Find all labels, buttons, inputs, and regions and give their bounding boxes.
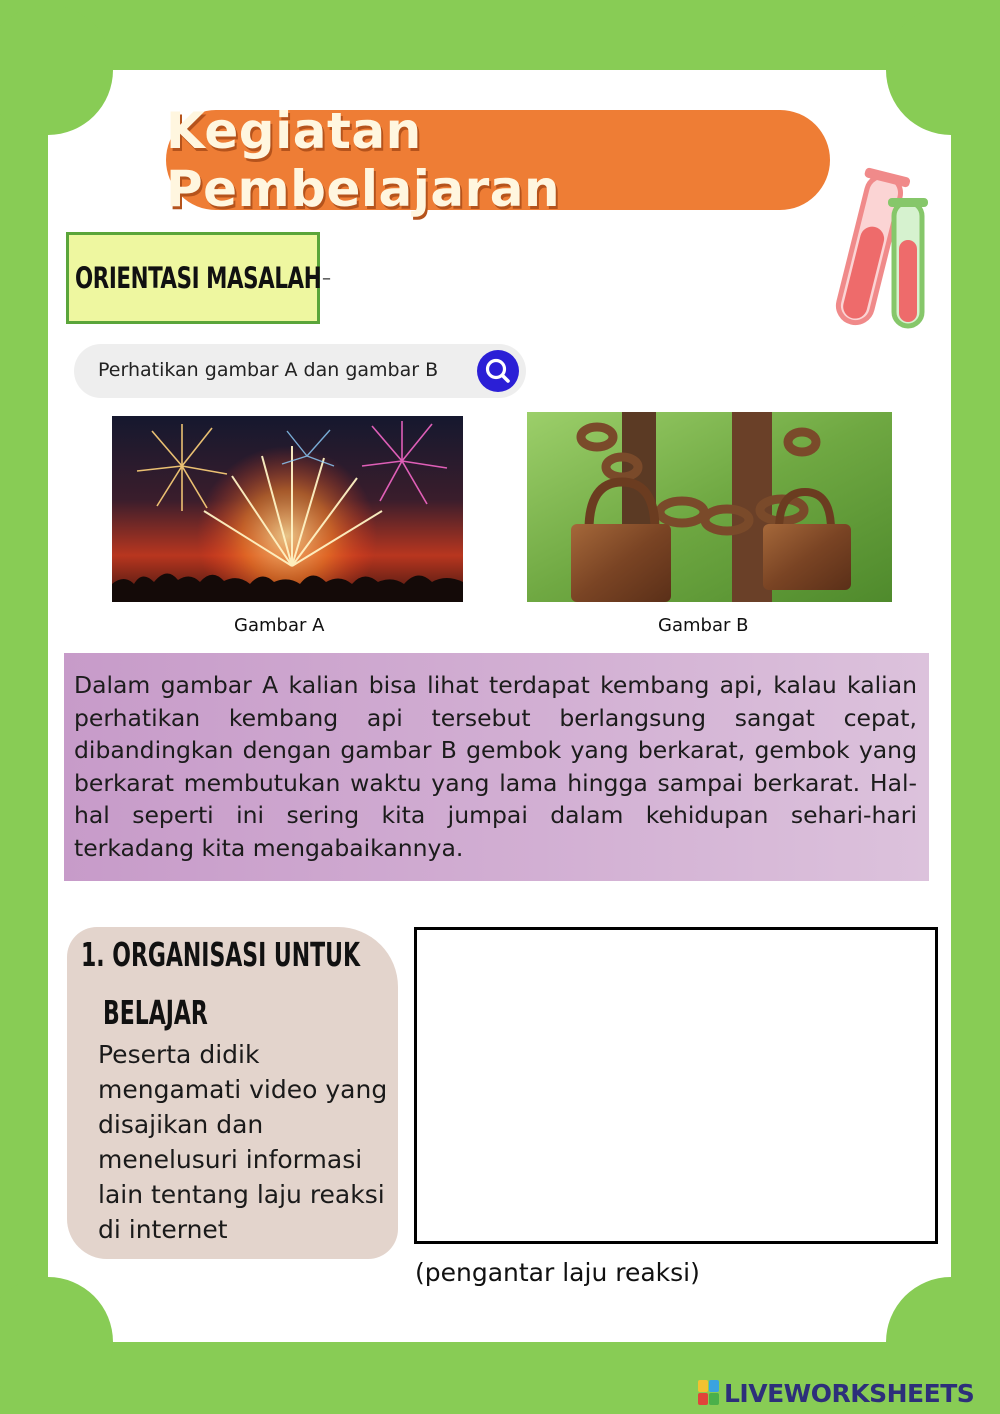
problem-description-text: Dalam gambar A kalian bisa lihat terdapat kembang api, kalau kalian perhatikan kembang api tersebut berlangsung sangat cepat, dibandingkan dengan gambar B gembok yang berkarat, gembok yang berkarat membutukan waktu yang lama hingga sampai berkarat. Hal-hal seperti ini sering kita jumpai dalam kehidupan sehari-hari terkadang kita mengabaikannya.	[74, 671, 917, 862]
dash: –	[322, 268, 331, 289]
orientasi-masalah-label	[66, 232, 320, 324]
organisasi-heading-line1: 1. ORGANISASI UNTUK	[81, 935, 361, 974]
answer-input-box[interactable]	[414, 927, 938, 1244]
organisasi-belajar-card	[67, 927, 398, 1259]
image-caption-b: Gambar B	[658, 615, 749, 636]
liveworksheets-logo	[698, 1378, 974, 1408]
search-icon	[477, 350, 519, 392]
title-banner	[166, 102, 830, 218]
corner-notch	[0, 1277, 113, 1407]
organisasi-heading-line2: BELAJAR	[103, 993, 208, 1032]
fireworks-image	[112, 416, 463, 602]
answer-caption: (pengantar laju reaksi)	[415, 1258, 700, 1287]
section-heading: ORIENTASI MASALAH	[75, 261, 322, 295]
instruction-text: Perhatikan gambar A dan gambar B	[98, 359, 439, 381]
rusty-padlocks-image	[527, 412, 892, 602]
test-tubes-icon	[828, 166, 938, 336]
image-caption-a: Gambar A	[234, 615, 325, 636]
problem-description-box	[64, 653, 929, 881]
liveworksheets-logo-icon	[698, 1380, 720, 1406]
page-title: Kegiatan Pembelajaran	[166, 102, 561, 218]
instruction-search-bar	[74, 344, 526, 398]
logo-text: LIVEWORKSHEETS	[724, 1378, 975, 1408]
corner-notch	[0, 5, 113, 135]
search-button[interactable]	[477, 350, 519, 392]
corner-notch	[886, 5, 1000, 135]
organisasi-instructions: Peserta didik mengamati video yang disajikan dan menelusuri informasi lain tentang laju reaksi di internet	[98, 1040, 388, 1244]
